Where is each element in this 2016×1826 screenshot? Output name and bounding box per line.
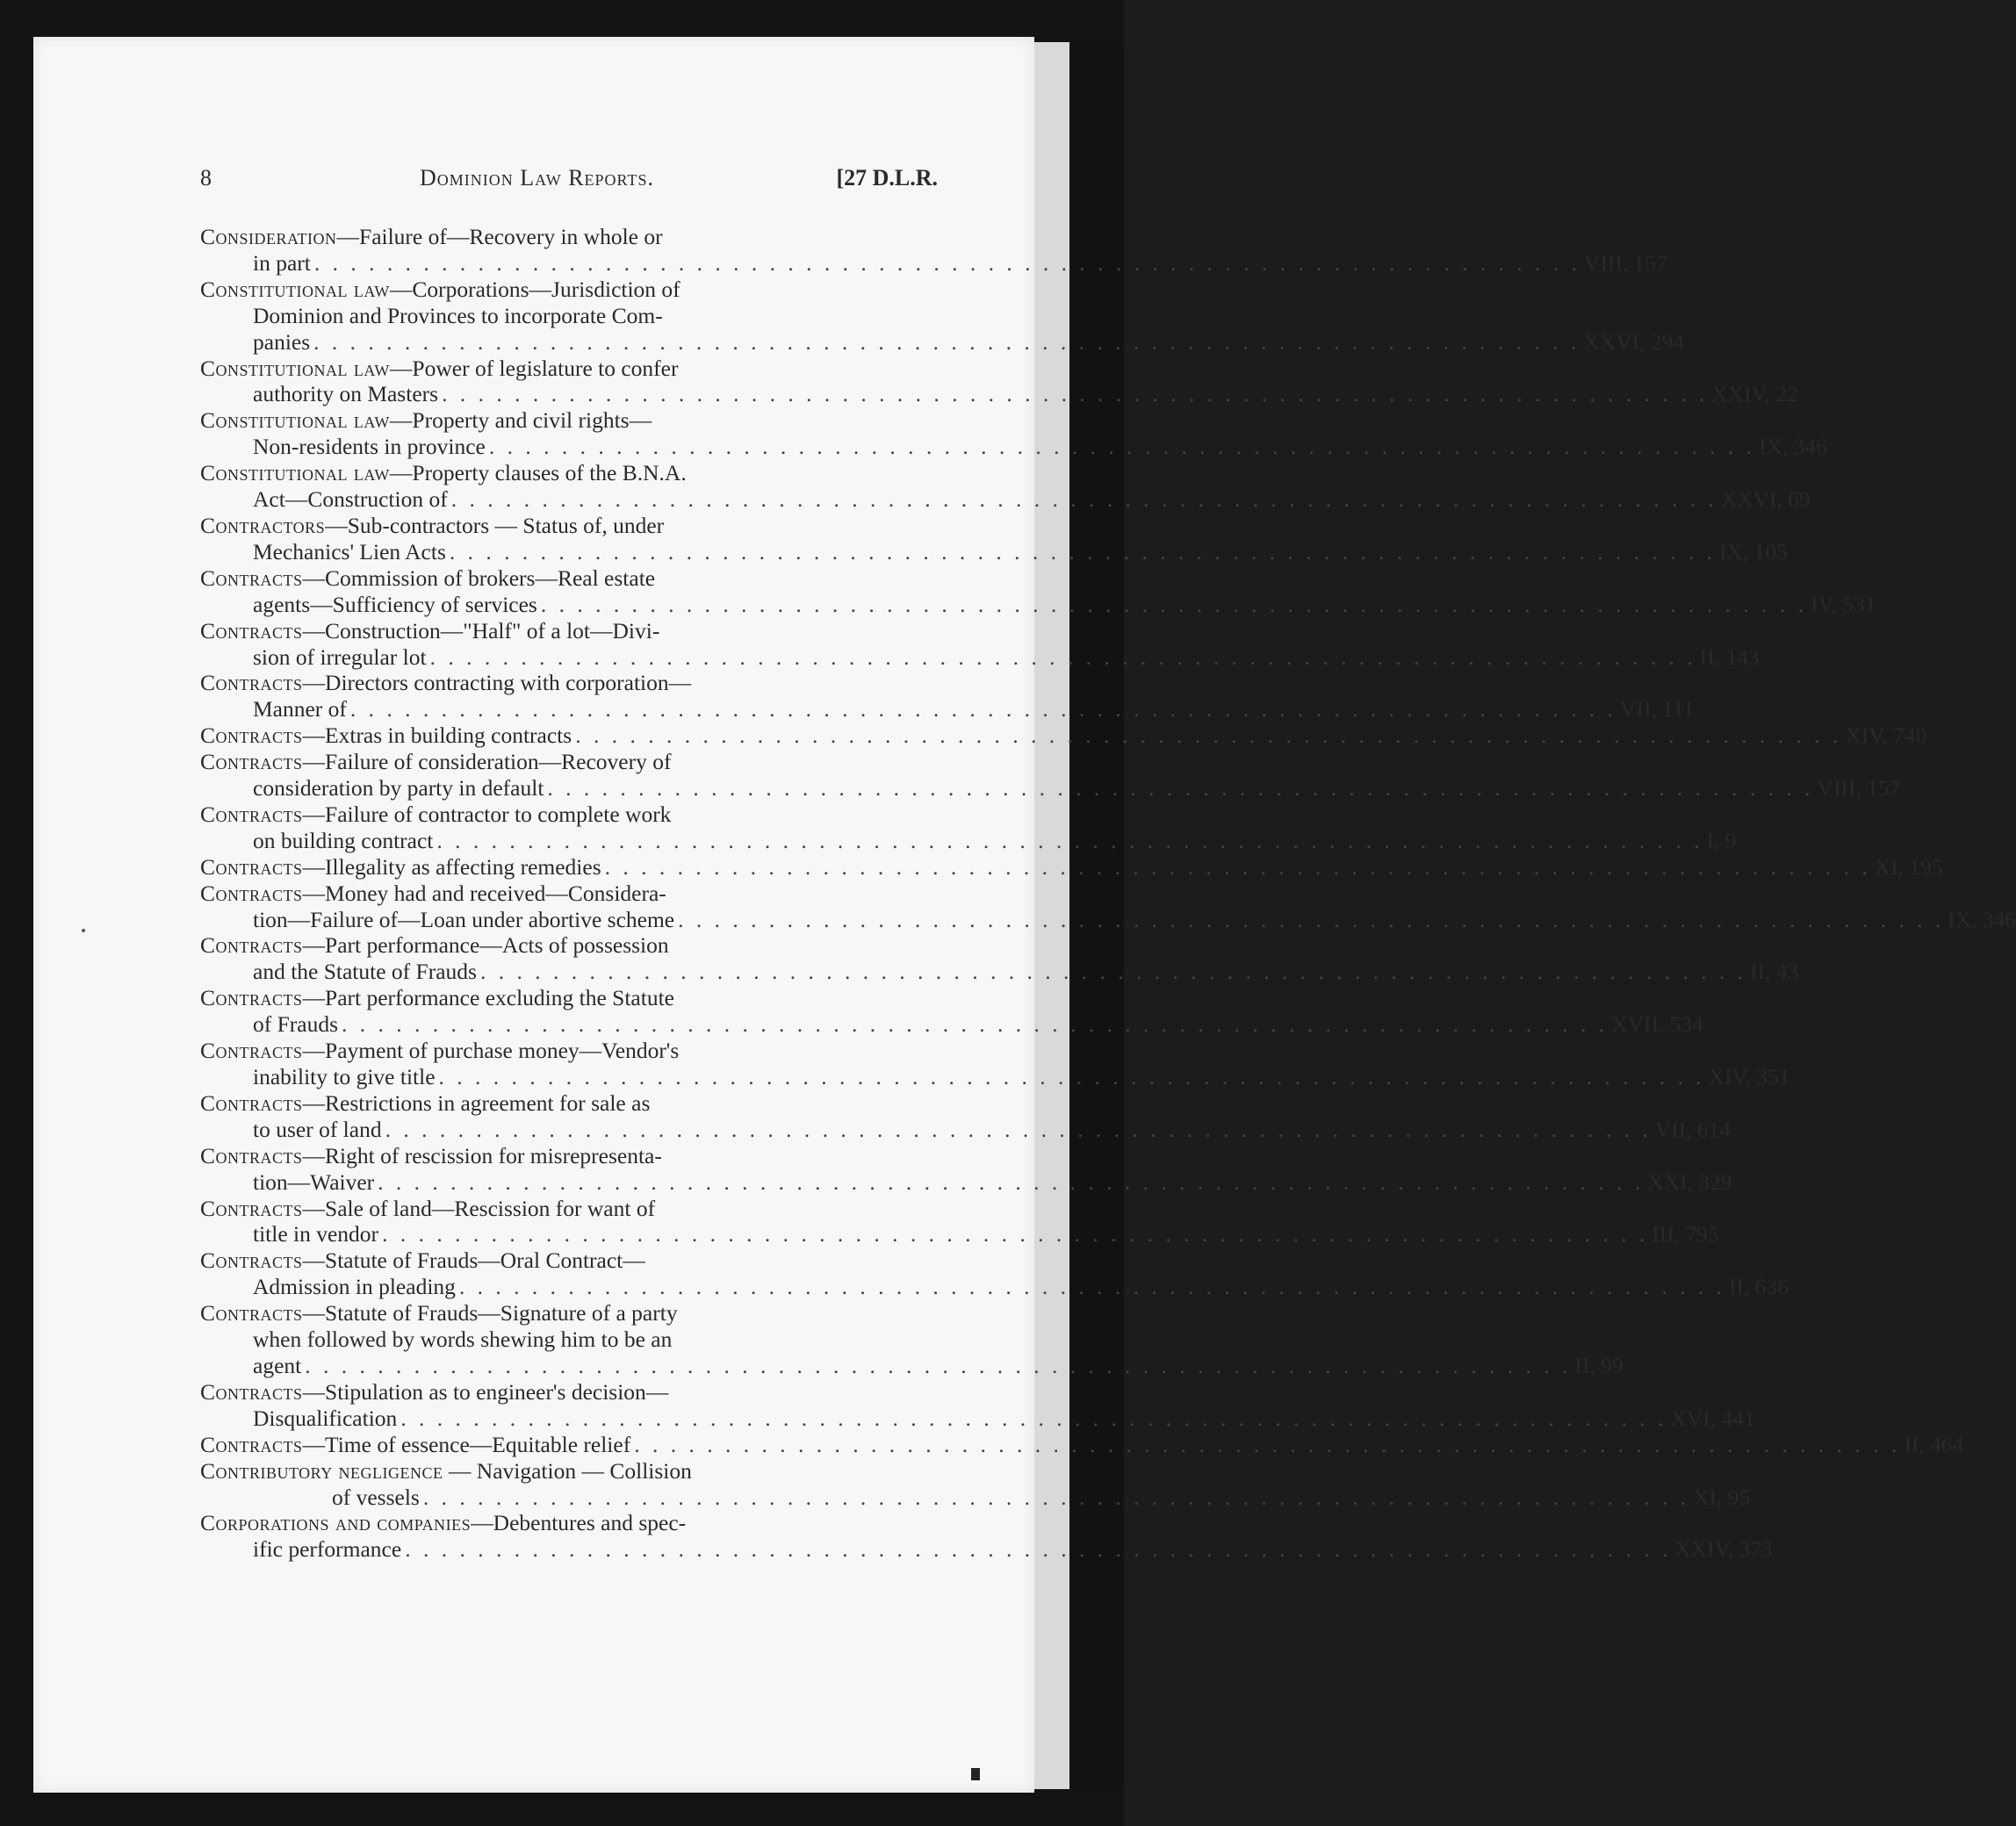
index-entry [200, 880, 2016, 933]
entry-text [253, 959, 477, 984]
entry-heading: Contracts [200, 1142, 303, 1168]
index-entry [200, 985, 1703, 1038]
entry-text [253, 1274, 456, 1299]
dot-leader [541, 592, 1807, 617]
entry-text [200, 854, 601, 880]
entry-subject-text: —Part performance excluding the Statute [302, 985, 674, 1011]
volume-page-reference: IX, 105 [1719, 538, 1788, 564]
entry-subject-text: —Sale of land—Rescission for want of [302, 1195, 656, 1221]
dot-leader [382, 1221, 1648, 1247]
dot-leader [605, 854, 1871, 880]
volume-page-reference: II, 636 [1729, 1274, 1789, 1300]
volume-page-reference: XXIV, 22 [1711, 381, 1798, 407]
entry-text [253, 434, 486, 459]
entry-text [253, 907, 674, 932]
index-entry [200, 1247, 1789, 1300]
volume-page-reference: XI, 95 [1692, 1484, 1751, 1510]
volume-page-reference: XXVI, 294 [1583, 328, 1685, 355]
index-entries [200, 224, 2016, 1563]
volume-page-reference: VII, 111 [1620, 696, 1695, 722]
dot-leader [450, 539, 1716, 564]
page-number: 8 [200, 165, 212, 191]
entry-heading: Constitutional law [200, 276, 390, 302]
volume-page-reference: XVI, 441 [1670, 1405, 1755, 1431]
entry-first-line [200, 1300, 938, 1326]
index-entry [200, 670, 1695, 722]
entry-first-line [200, 670, 938, 696]
entry-continuation-line [200, 1221, 1719, 1247]
entry-first-line [200, 853, 1943, 881]
entry-subject-text: Admission in pleading [253, 1274, 456, 1300]
entry-subject-text: title in vendor [253, 1221, 379, 1247]
index-entry [200, 512, 1788, 565]
entry-subject-text: —Payment of purchase money—Vendor's [302, 1038, 680, 1064]
index-entry [200, 1195, 1719, 1248]
dot-leader [575, 722, 1841, 748]
entry-text [253, 1169, 374, 1195]
entry-heading: Contracts [200, 1431, 303, 1457]
entry-subject-text: tion—Failure of—Loan under abortive scheme [253, 906, 675, 932]
entry-text [253, 1405, 397, 1431]
entry-subject-text: —Illegality as affecting remedies [302, 853, 601, 880]
entry-subject-text: Act—Construction of [253, 486, 448, 513]
entry-text [200, 1432, 630, 1457]
volume-page-reference: I, 9 [1706, 827, 1737, 853]
entry-heading: Contracts [200, 853, 303, 880]
entry-first-line [200, 513, 938, 539]
dot-leader [489, 434, 1755, 459]
entry-heading: Constitutional law [200, 355, 390, 381]
entry-continuation-line [200, 696, 1695, 722]
entry-subject-text: —Corporations—Jurisdiction of [389, 276, 680, 302]
entry-subject-text: —Commission of brokers—Real estate [302, 564, 656, 591]
entry-subject-text: —Failure of consideration—Recovery of [302, 749, 672, 775]
entry-first-line [200, 1196, 938, 1222]
index-entry [200, 1431, 1964, 1458]
entry-first-line [200, 460, 938, 486]
entry-subject-text: of Frauds [253, 1011, 339, 1038]
entry-subject-text: in part [253, 249, 311, 276]
dot-leader [313, 329, 1580, 355]
entry-subject-text: —Restrictions in agreement for sale as [302, 1089, 651, 1116]
entry-subject-text: when followed by words shewing him to be an [253, 1326, 673, 1353]
entry-text [253, 381, 438, 406]
volume-page-reference: XIV, 351 [1708, 1064, 1790, 1089]
dot-leader [439, 1064, 1705, 1089]
volume-page-reference: IX, 346 [1948, 906, 2016, 932]
entry-text [253, 1064, 436, 1089]
entry-subject-text: agent [253, 1352, 302, 1378]
entry-heading: Constitutional law [200, 460, 390, 486]
index-entry [200, 722, 1927, 749]
dot-leader [378, 1169, 1644, 1195]
entry-first-line [200, 932, 938, 959]
volume-label: [27 D.L.R. [836, 165, 938, 191]
entry-continuation-line [200, 1326, 938, 1353]
volume-page-reference: VII, 614 [1654, 1116, 1732, 1142]
entry-first-line [200, 985, 938, 1011]
entry-continuation-line [200, 1011, 1703, 1038]
entry-continuation-line [200, 303, 938, 329]
volume-page-reference: IX, 346 [1758, 434, 1827, 460]
entry-subject-text: —Statute of Frauds—Signature of a party [302, 1300, 678, 1326]
entry-first-line [200, 1038, 938, 1064]
entry-subject-text: —Money had and received—Considera- [302, 880, 666, 906]
entry-heading: Contracts [200, 880, 303, 906]
entry-continuation-line [200, 434, 1827, 460]
entry-subject-text: Dominion and Provinces to incorporate Com- [253, 302, 663, 328]
entry-continuation-line [200, 1352, 1624, 1379]
scan-speck [82, 929, 85, 932]
entry-subject-text: —Part performance—Acts of possession [302, 932, 669, 959]
index-entry [200, 1457, 1751, 1511]
volume-page-reference: XXVI, 69 [1720, 486, 1811, 513]
entry-text [332, 1485, 420, 1510]
dot-leader [459, 1274, 1725, 1299]
index-entry [200, 1089, 1732, 1143]
entry-subject-text: —Construction—"Half" of a lot—Divi- [302, 617, 660, 643]
entry-first-line [200, 1247, 938, 1274]
entry-subject-text: —Sub-contractors — Status of, under [325, 512, 665, 538]
entry-subject-text: sion of irregular lot [253, 643, 427, 670]
entry-subject-text: agents—Sufficiency of services [253, 591, 537, 617]
entry-text [253, 1117, 382, 1142]
index-entry [200, 1378, 1755, 1432]
entry-heading: Corporations and companies [200, 1510, 472, 1536]
volume-page-reference: VIII, 157 [1583, 249, 1667, 276]
entry-heading: Contracts [200, 1089, 303, 1116]
entry-first-line [200, 881, 938, 907]
entry-continuation-line [200, 1536, 1773, 1563]
entry-subject-text: tion—Waiver [253, 1168, 375, 1195]
entry-first-line [200, 1458, 938, 1485]
dot-leader [405, 1536, 1671, 1562]
entry-heading: Contracts [200, 1247, 303, 1274]
page-header [200, 165, 938, 200]
entry-heading: Contracts [200, 1378, 303, 1405]
entry-continuation-line [200, 381, 1798, 407]
index-entry [200, 617, 1760, 671]
entry-subject-text: — Navigation — Collision [443, 1457, 692, 1484]
volume-page-reference: II, 464 [1904, 1431, 1964, 1457]
volume-page-reference: II, 143 [1699, 643, 1760, 670]
entry-heading: Contracts [200, 1038, 303, 1064]
index-entry [200, 276, 1685, 356]
entry-text [253, 539, 446, 564]
entry-heading: Consideration [200, 224, 337, 249]
entry-continuation-line [200, 775, 1901, 802]
entry-continuation-line [200, 591, 1876, 618]
index-entry [200, 407, 1827, 460]
entry-text [253, 696, 347, 722]
entry-subject-text: —Extras in building contracts [302, 722, 572, 749]
entry-subject-text: —Failure of contractor to complete work [302, 801, 672, 827]
scan-mark [971, 1768, 980, 1780]
entry-heading: Contributory negligence [200, 1457, 443, 1484]
index-entry [200, 932, 1799, 985]
volume-page-reference: III, 795 [1652, 1221, 1719, 1247]
entry-subject-text: ific performance [253, 1536, 402, 1563]
dot-leader [400, 1405, 1667, 1431]
volume-page-reference: VIII, 157 [1817, 775, 1901, 802]
entry-text [253, 329, 310, 355]
entry-first-line [200, 802, 938, 828]
index-entry [200, 355, 1798, 408]
index-entry [200, 1142, 1732, 1196]
entry-text [253, 1536, 401, 1562]
entry-text [253, 250, 311, 276]
dot-leader [436, 828, 1703, 853]
entry-subject-text: Non-residents in province [253, 434, 486, 460]
entry-first-line [200, 224, 938, 250]
index-entry [200, 853, 1943, 881]
entry-first-line [200, 1379, 938, 1405]
dot-leader [350, 696, 1616, 722]
index-entry [200, 564, 1876, 618]
index-entry [200, 749, 1901, 802]
running-title: Dominion Law Reports. [420, 165, 654, 191]
entry-text [253, 486, 448, 512]
entry-subject-text: and the Statute of Frauds [253, 959, 477, 985]
entry-first-line [200, 722, 1927, 749]
entry-subject-text: —Failure of—Recovery in whole or [336, 224, 663, 249]
entry-text [253, 828, 433, 853]
entry-first-line [200, 749, 938, 775]
index-entry [200, 1510, 1773, 1563]
entry-subject-text: on building contract [253, 827, 434, 853]
dot-leader [342, 1011, 1608, 1037]
entry-subject-text: —Property clauses of the B.N.A. [389, 460, 687, 486]
volume-page-reference: XI, 195 [1874, 853, 1943, 880]
entry-heading: Contracts [200, 932, 303, 959]
entry-first-line [200, 1090, 938, 1117]
volume-page-reference: XXIV, 373 [1674, 1536, 1773, 1563]
entry-continuation-line [200, 538, 1788, 565]
dot-leader [305, 1353, 1571, 1378]
entry-subject-text: authority on Masters [253, 381, 439, 407]
entry-text [253, 1353, 301, 1378]
entry-first-line [200, 565, 938, 592]
entry-continuation-line [200, 643, 1760, 671]
entry-text [253, 644, 427, 670]
entry-first-line [200, 277, 938, 303]
entry-text [253, 1221, 378, 1247]
entry-subject-text: of vessels [332, 1484, 420, 1510]
index-entry [200, 1038, 1790, 1090]
entry-continuation-line [200, 1116, 1732, 1143]
entry-subject-text: Manner of [253, 696, 347, 722]
entry-subject-text: inability to give title [253, 1064, 436, 1089]
entry-heading: Contractors [200, 512, 326, 538]
entry-continuation-line [200, 1274, 1789, 1300]
entry-continuation-line [200, 1405, 1755, 1432]
dot-leader [314, 250, 1580, 276]
entry-text [253, 592, 537, 617]
dot-leader [423, 1485, 1689, 1510]
entry-continuation-line [200, 827, 1737, 854]
dot-leader [480, 959, 1746, 984]
entry-continuation-line [200, 486, 1811, 513]
entry-subject-text: —Directors contracting with corporation— [302, 670, 692, 696]
entry-first-line [200, 407, 938, 434]
entry-text [253, 1011, 338, 1037]
entry-continuation-line [200, 249, 1667, 277]
entry-text [200, 722, 572, 748]
index-entry [200, 801, 1737, 854]
entry-subject-text: panies [253, 328, 311, 355]
entry-heading: Contracts [200, 749, 303, 775]
entry-heading: Contracts [200, 670, 303, 696]
entry-first-line [200, 1510, 938, 1536]
entry-heading: Constitutional law [200, 407, 390, 434]
entry-heading: Contracts [200, 1195, 303, 1221]
entry-subject-text: Disqualification [253, 1405, 398, 1431]
dot-leader [442, 381, 1708, 406]
entry-first-line [200, 356, 938, 382]
entry-subject-text: to user of land [253, 1116, 382, 1142]
entry-text [253, 775, 544, 801]
entry-heading: Contracts [200, 1300, 303, 1326]
entry-subject-text: Mechanics' Lien Acts [253, 538, 446, 564]
index-entry [200, 224, 1667, 277]
entry-subject-text: —Right of rescission for misrepresenta- [302, 1142, 662, 1168]
index-entry [200, 1300, 1624, 1379]
volume-page-reference: II, 43 [1750, 959, 1799, 985]
volume-page-reference: II, 99 [1574, 1352, 1624, 1378]
entry-continuation-line [200, 328, 1685, 356]
volume-page-reference: XVII, 534 [1611, 1011, 1703, 1038]
entry-heading: Contracts [200, 564, 303, 591]
dot-leader [678, 907, 1944, 932]
entry-continuation-line [200, 1484, 1751, 1511]
index-entry [200, 460, 1811, 513]
dot-leader [634, 1432, 1900, 1457]
entry-subject-text: —Property and civil rights— [389, 407, 652, 434]
entry-subject-text: —Statute of Frauds—Oral Contract— [302, 1247, 645, 1274]
volume-page-reference: XIV, 740 [1845, 722, 1927, 749]
volume-page-reference: IV, 531 [1810, 591, 1876, 617]
dot-leader [451, 486, 1717, 512]
volume-page-reference: XXI, 329 [1647, 1168, 1732, 1195]
entry-first-line [200, 1143, 938, 1169]
entry-heading: Contracts [200, 617, 303, 643]
entry-heading: Contracts [200, 985, 303, 1011]
entry-heading: Contracts [200, 801, 303, 827]
entry-subject-text: —Power of legislature to confer [389, 355, 679, 381]
entry-continuation-line [200, 1064, 1790, 1090]
entry-subject-text: —Debentures and spec- [471, 1510, 687, 1536]
dot-leader [385, 1117, 1652, 1142]
entry-subject-text: —Stipulation as to engineer's decision— [302, 1378, 669, 1405]
entry-subject-text: consideration by party in default [253, 775, 544, 802]
entry-heading: Contracts [200, 722, 303, 749]
dot-leader [547, 775, 1813, 801]
entry-continuation-line [200, 1168, 1732, 1196]
entry-first-line [200, 618, 938, 644]
entry-subject-text: —Time of essence—Equitable relief [302, 1431, 631, 1457]
entry-first-line [200, 1431, 1964, 1458]
entry-continuation-line [200, 959, 1799, 985]
entry-continuation-line [200, 906, 2016, 933]
dot-leader [430, 644, 1696, 670]
